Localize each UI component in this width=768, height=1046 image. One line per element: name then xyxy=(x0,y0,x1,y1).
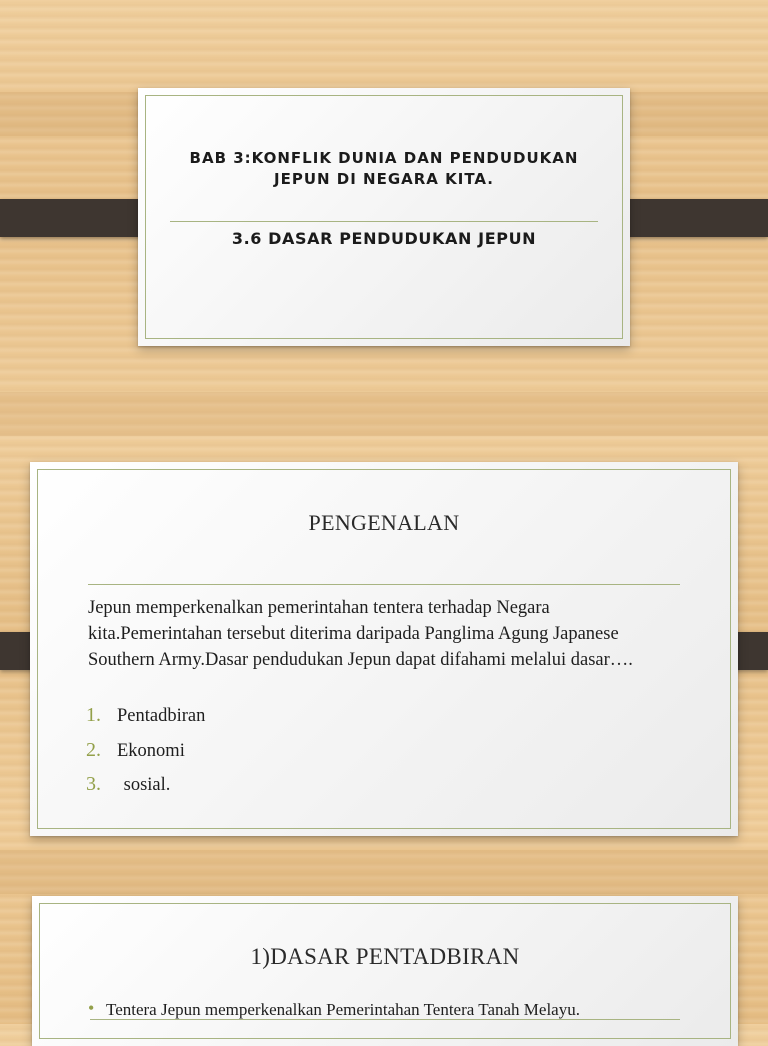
slide1-title-line-2: JEPUN DI NEGARA KITA. xyxy=(274,170,494,188)
slide1-card[interactable] xyxy=(138,88,630,346)
wood-grain-strip xyxy=(0,392,768,436)
slide1-border xyxy=(145,95,623,339)
slide2-heading: PENGENALAN xyxy=(308,510,460,535)
list-number: 2. xyxy=(86,739,101,761)
list-item-ekonomi: Ekonomi xyxy=(117,741,185,761)
list-item-pentadbiran: Pentadbiran xyxy=(117,706,206,726)
slide2-card[interactable] xyxy=(30,462,738,836)
slide1-title-line-1: BAB 3:KONFLIK DUNIA DAN PENDUDUKAN xyxy=(189,149,579,167)
slide1-title xyxy=(138,148,630,190)
list-number: 3. xyxy=(86,773,101,795)
slide3-heading: 1)DASAR PENTADBIRAN xyxy=(250,944,520,969)
slide1-subtitle: 3.6 DASAR PENDUDUKAN JEPUN xyxy=(231,229,537,248)
slide2-paragraph: Jepun memperkenalkan pemerintahan tentera terhadap Negara kita.Pemerintahan tersebut diterima daripada Panglima Agung Japanese Southern Army.Dasar pendudukan Jepun dapat difahami melalui dasar…. xyxy=(88,598,633,670)
slide3-divider xyxy=(90,1019,680,1020)
slide1-divider xyxy=(170,221,598,222)
slide1-right-band xyxy=(612,199,768,237)
slide2-divider xyxy=(88,584,680,585)
wood-grain-strip xyxy=(0,850,768,894)
bullet-marker: • xyxy=(88,998,95,1018)
slide1-left-band xyxy=(0,199,156,237)
list-item-sosial: sosial. xyxy=(119,775,171,795)
slide3-bullet-text: Tentera Jepun memperkenalkan Pemerintahan Tentera Tanah Melayu. xyxy=(106,1000,580,1019)
list-number: 1. xyxy=(86,704,101,726)
